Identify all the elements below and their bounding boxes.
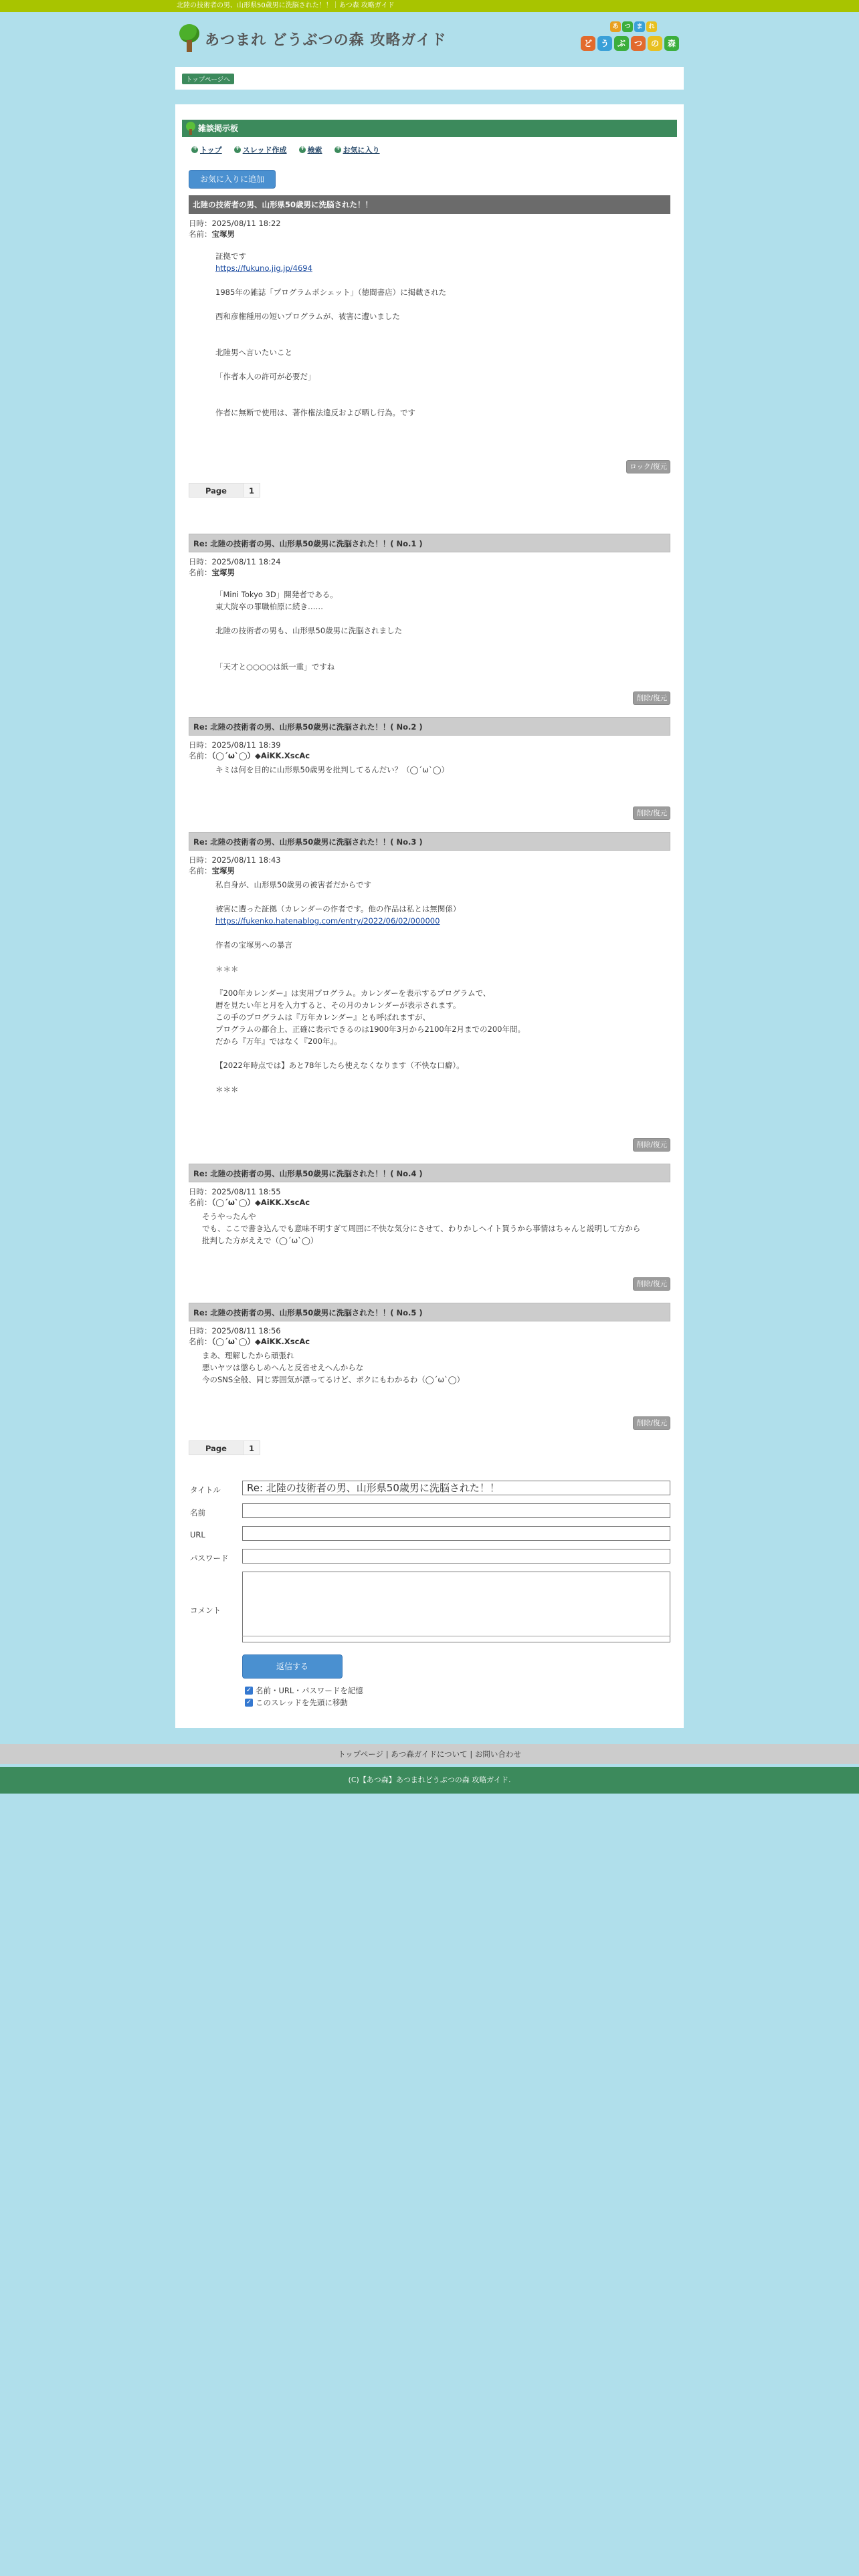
- tree-icon: [185, 121, 197, 136]
- footer-links[interactable]: トップページ | あつ森ガイドについて | お問い合わせ: [0, 1744, 859, 1764]
- plus-icon: [191, 146, 198, 153]
- move-top-label: このスレッドを先頭に移動: [256, 1698, 348, 1707]
- brand-char: あ: [610, 21, 621, 32]
- post-body: そうやったんや でも、ここで書き込んでも意味不明すぎて周囲に不快な気分にさせて、わりかしヘイト買うから事情はちゃんと説明して方から 批判した方がええで（◯´ω`◯）: [202, 1212, 641, 1245]
- brand-char: う: [597, 36, 612, 51]
- brand-char: 森: [664, 36, 679, 51]
- tree-icon: [178, 24, 201, 53]
- check-icon: ✓: [246, 1687, 252, 1694]
- remember-label: 名前・URL・パスワードを記憶: [256, 1686, 363, 1695]
- name-label: 名前: [190, 1508, 205, 1517]
- post-meta: 日時：2025/08/11 18:24 名前：宝塚男: [189, 557, 281, 577]
- brand-char: れ: [646, 21, 657, 32]
- password-label: パスワード: [190, 1553, 229, 1563]
- brand-char: ぶ: [614, 36, 629, 51]
- menu-create-thread-link[interactable]: + スレッド作成: [234, 144, 287, 155]
- brand-logo[interactable]: [581, 19, 682, 59]
- page-number-link[interactable]: 1: [244, 1440, 260, 1455]
- site-title: あつまれ どうぶつの森 攻略ガイド: [205, 31, 447, 49]
- post-meta: 日時：2025/08/11 18:39 名前：（◯´ω`◯）◆AiKK.XscAc: [189, 740, 310, 760]
- url-label: URL: [190, 1530, 205, 1539]
- page-number-link[interactable]: 1: [244, 483, 260, 498]
- post-title: Re: 北陸の技術者の男、山形県50歳男に洗脳された！！( No.2 ): [189, 717, 670, 736]
- comment-label: コメント: [190, 1606, 221, 1615]
- plus-icon: [234, 146, 241, 153]
- delete-restore-button[interactable]: 削除/復元: [633, 691, 670, 705]
- check-icon: ✓: [246, 1699, 252, 1706]
- title-input[interactable]: Re: 北陸の技術者の男、山形県50歳男に洗脳された！！: [242, 1481, 670, 1495]
- post-body: 証拠です https://fukuno.jig.jp/4694 1985年の雑誌「プログラムポシェット」（徳間書店）に掲載された 西和彦権種用の短いプログラムが、被害に遭いました 北陸男へ言いたいこと 「作者本人の許可が必要だ」 作者に無断で使用は、著作権法違反および晒し行為。です: [215, 251, 447, 417]
- post-body: キミは何を目的に山形県50歳男を批判してるんだい？（◯´ω`◯）: [215, 765, 450, 774]
- post-title: Re: 北陸の技術者の男、山形県50歳男に洗脳された！！( No.5 ): [189, 1303, 670, 1321]
- post-body: 私自身が、山形県50歳男の被害者だからです 被害に遭った証拠（カレンダーの作者です。他の作品は私とは無関係） https://fukenko.hatenablog.com/entry/2022/06/02/000000 作者の宝塚男への暴言 ＊＊＊ 『200年カレンダー』は実用プログラム。カレンダーを表示するプログラムで、 暦を見たい年と月を入力すると、その月のカレンダーが表示されます。 この手のプログラムは『万年カレンダー』とも呼ばれますが、 プログラムの都合上、正確に表示できるのは1900年3月から2100年2月までの200年間。 だから『万年』ではなく『200年』。 【2022年時点では】あと78年したら使えなくなります（不快な口癖）。 ＊＊＊: [215, 880, 525, 1094]
- post-title: Re: 北陸の技術者の男、山形県50歳男に洗脳された！！( No.3 ): [189, 832, 670, 851]
- delete-restore-button[interactable]: 削除/復元: [633, 1138, 670, 1152]
- pager: [189, 483, 260, 498]
- title-label: タイトル: [190, 1485, 221, 1495]
- plus-icon: [335, 146, 341, 153]
- post-title: Re: 北陸の技術者の男、山形県50歳男に洗脳された！！( No.1 ): [189, 534, 670, 552]
- name-input[interactable]: [242, 1503, 670, 1518]
- plus-icon: [299, 146, 306, 153]
- brand-char: ま: [634, 21, 645, 32]
- delete-restore-button[interactable]: 削除/復元: [633, 807, 670, 820]
- add-favorite-button[interactable]: お気に入りに追加: [189, 170, 276, 189]
- post-body: 「Mini Tokyo 3D」開発者である。 東大院卒の罪職柏原に続き…… 北陸の技術者の男も、山形県50歳男に洗脳されました 「天才と○○○○は紙一重」ですね: [215, 590, 403, 671]
- post-link[interactable]: https://fukuno.jig.jp/4694: [215, 263, 312, 273]
- footer-copyright: (C)【あつ森】あつまれどうぶつの森 攻略ガイド.: [0, 1767, 859, 1794]
- menu-search-link[interactable]: + 検索: [299, 144, 322, 155]
- remember-checkbox[interactable]: [245, 1685, 363, 1696]
- breadcrumb-bar: [175, 67, 684, 90]
- brand-char: ど: [581, 36, 595, 51]
- post-meta: 日時：2025/08/11 18:55 名前：（◯´ω`◯）◆AiKK.XscAc: [189, 1187, 310, 1207]
- post-meta: 日時：2025/08/11 18:22 名前：宝塚男: [189, 219, 281, 239]
- post-meta: 日時：2025/08/11 18:56 名前：（◯´ω`◯）◆AiKK.XscAc: [189, 1326, 310, 1346]
- post-body: まあ、理解したから頑張れ 悪いヤツは懲らしめへんと反省せえへんからな 今のSNS全般、同じ雰囲気が漂ってるけど、ボクにもわかるわ（◯´ω`◯）: [202, 1351, 465, 1384]
- board-heading: [182, 120, 677, 137]
- delete-restore-button[interactable]: 削除/復元: [633, 1416, 670, 1430]
- password-input[interactable]: [242, 1549, 670, 1564]
- topbar-text: 北陸の技術者の男、山形県50歳男に洗脳された！！｜あつ森 攻略ガイド: [177, 2, 395, 9]
- menu-top-link[interactable]: + トップ: [191, 144, 222, 155]
- topbar: [0, 0, 859, 12]
- delete-restore-button[interactable]: 削除/復元: [633, 1277, 670, 1291]
- pager: [189, 1440, 260, 1455]
- board-heading-text: 雑談掲示板: [198, 124, 239, 133]
- submit-reply-button[interactable]: 返信する: [242, 1654, 343, 1679]
- comment-textarea[interactable]: [242, 1572, 670, 1642]
- page-label: Page: [189, 483, 244, 498]
- post-meta: 日時：2025/08/11 18:43 名前：宝塚男: [189, 855, 281, 875]
- page-label: Page: [189, 1440, 244, 1455]
- menu-favorites-link[interactable]: + お気に入り: [335, 144, 380, 155]
- brand-char: つ: [622, 21, 633, 32]
- site-header: [175, 12, 684, 67]
- post-link[interactable]: https://fukenko.hatenablog.com/entry/2022/06/02/000000: [215, 916, 440, 926]
- site-logo[interactable]: [178, 23, 447, 55]
- post-title: 北陸の技術者の男、山形県50歳男に洗脳された！！: [189, 195, 670, 214]
- url-input[interactable]: [242, 1526, 670, 1541]
- main-content: [175, 104, 684, 1728]
- post-title: Re: 北陸の技術者の男、山形県50歳男に洗脳された！！( No.4 ): [189, 1164, 670, 1182]
- board-menu: [191, 144, 380, 155]
- lock-restore-button[interactable]: ロック/復元: [626, 460, 670, 473]
- brand-char: の: [648, 36, 662, 51]
- move-top-checkbox[interactable]: [245, 1697, 348, 1708]
- breadcrumb-top-link[interactable]: トップページへ: [182, 74, 234, 84]
- brand-char: つ: [631, 36, 646, 51]
